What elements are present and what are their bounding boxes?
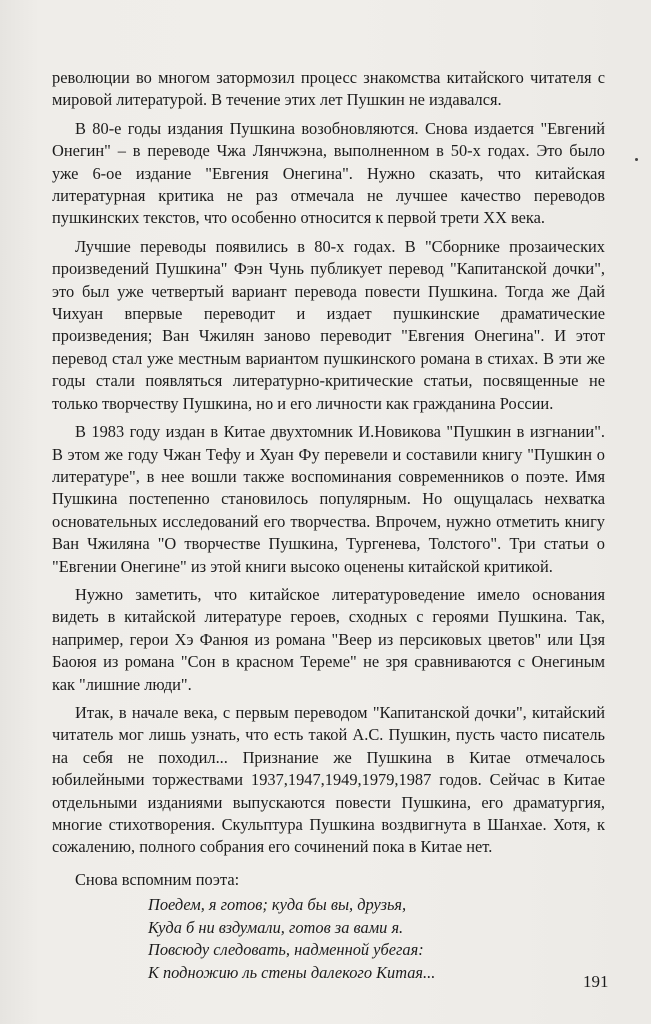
poem-intro: Снова вспомним поэта: (75, 869, 240, 889)
poem-line: Поедем, я готов; куда бы вы, друзья, (148, 895, 407, 915)
paragraph: революции во многом затормозил процесс знакомства китайского читателя с мировой литературой. В течение этих лет Пушкин не издавался. (52, 68, 605, 110)
page-number: 191 (583, 972, 609, 991)
poem-line: К подножию ль стены далекого Китая... (148, 963, 436, 982)
body-text (52, 67, 605, 985)
paragraph: Нужно заметить, что китайское литературоведение имело основания видеть в китайской литературе героев, сходных с героями Пушкина. Так, например, герои Хэ Фанюя из романа "Веер из персиковых цветов" или Цзя Баоюя из романа "Сон в красном Тереме" не зря сравниваются с Онегиным как "лишние люди". (52, 584, 605, 694)
poem-line: Повсюду следовать, надменной убегая: (148, 940, 424, 960)
poem-quote (148, 894, 605, 984)
paragraph: В 1983 году издан в Китае двухтомник И.Новикова "Пушкин в изгнании". В этом же году Чжан Тефу и Хуан Фу перевели и составили книгу "Пушкин о литературе", в нее вошли также воспоминания современников о поэте. Имя Пушкина постепенно становилось популярным. Но ощущалась нехватка основательных исследований его творчества. Впрочем, нужно отметить книгу Ван Чжиляна "О творчестве Пушкина, Тургенева, Толстого". Три статьи о "Евгении Онегине" из этой книги высоко оценены китайской критикой. (52, 422, 605, 576)
poem-line: Куда б ни вздумали, готов за вами я. (148, 917, 404, 937)
paragraph: Итак, в начале века, с первым переводом "Капитанской дочки", китайский читатель мог лишь узнать, что есть такой А.С. Пушкин, пусть часто писатель на себя не походил... Признание же Пушкина в Китае отмечалось юбилейными торжествами 1937,1947,1949,1979,1987 годов. Сейчас в Китае отдельными изданиями выпускаются повести Пушкина, его драматургия, многие стихотворения. Скульптура Пушкина воздвигнута в Шанхае. Хотя, к сожалению, полного собрания его сочинений пока в Китае нет. (52, 702, 605, 857)
paragraph: Лучшие переводы появились в 80-х годах. В "Сборнике прозаических произведений Пушкина" Фэн Чунь публикует перевод "Капитанской дочки", это был уже четвертый вариант перевода повести Пушкина. Тогда же Дай Чихуан впервые переводит и издает пушкинские драматические произведения; Ван Чжилян заново переводит "Евгения Онегина". И этот перевод стал уже местным вариантом пушкинского романа в стихах. В эти же годы стали появляться литературно-критические статьи, посвященные не только творчеству Пушкина, но и его личности как гражданина России. (52, 236, 605, 413)
margin-mark (635, 158, 638, 161)
paragraph: В 80-е годы издания Пушкина возобновляются. Снова издается "Евгений Онегин" – в переводе Чжа Лянчжэна, выполненном в 50-х годах. Это было уже 6-ое издание "Евгения Онегина". Нужно сказать, что китайская литературная критика не раз отмечала не лучшее качество переводов пушкинских текстов, что особенно относится к первой трети XX века. (52, 118, 605, 228)
